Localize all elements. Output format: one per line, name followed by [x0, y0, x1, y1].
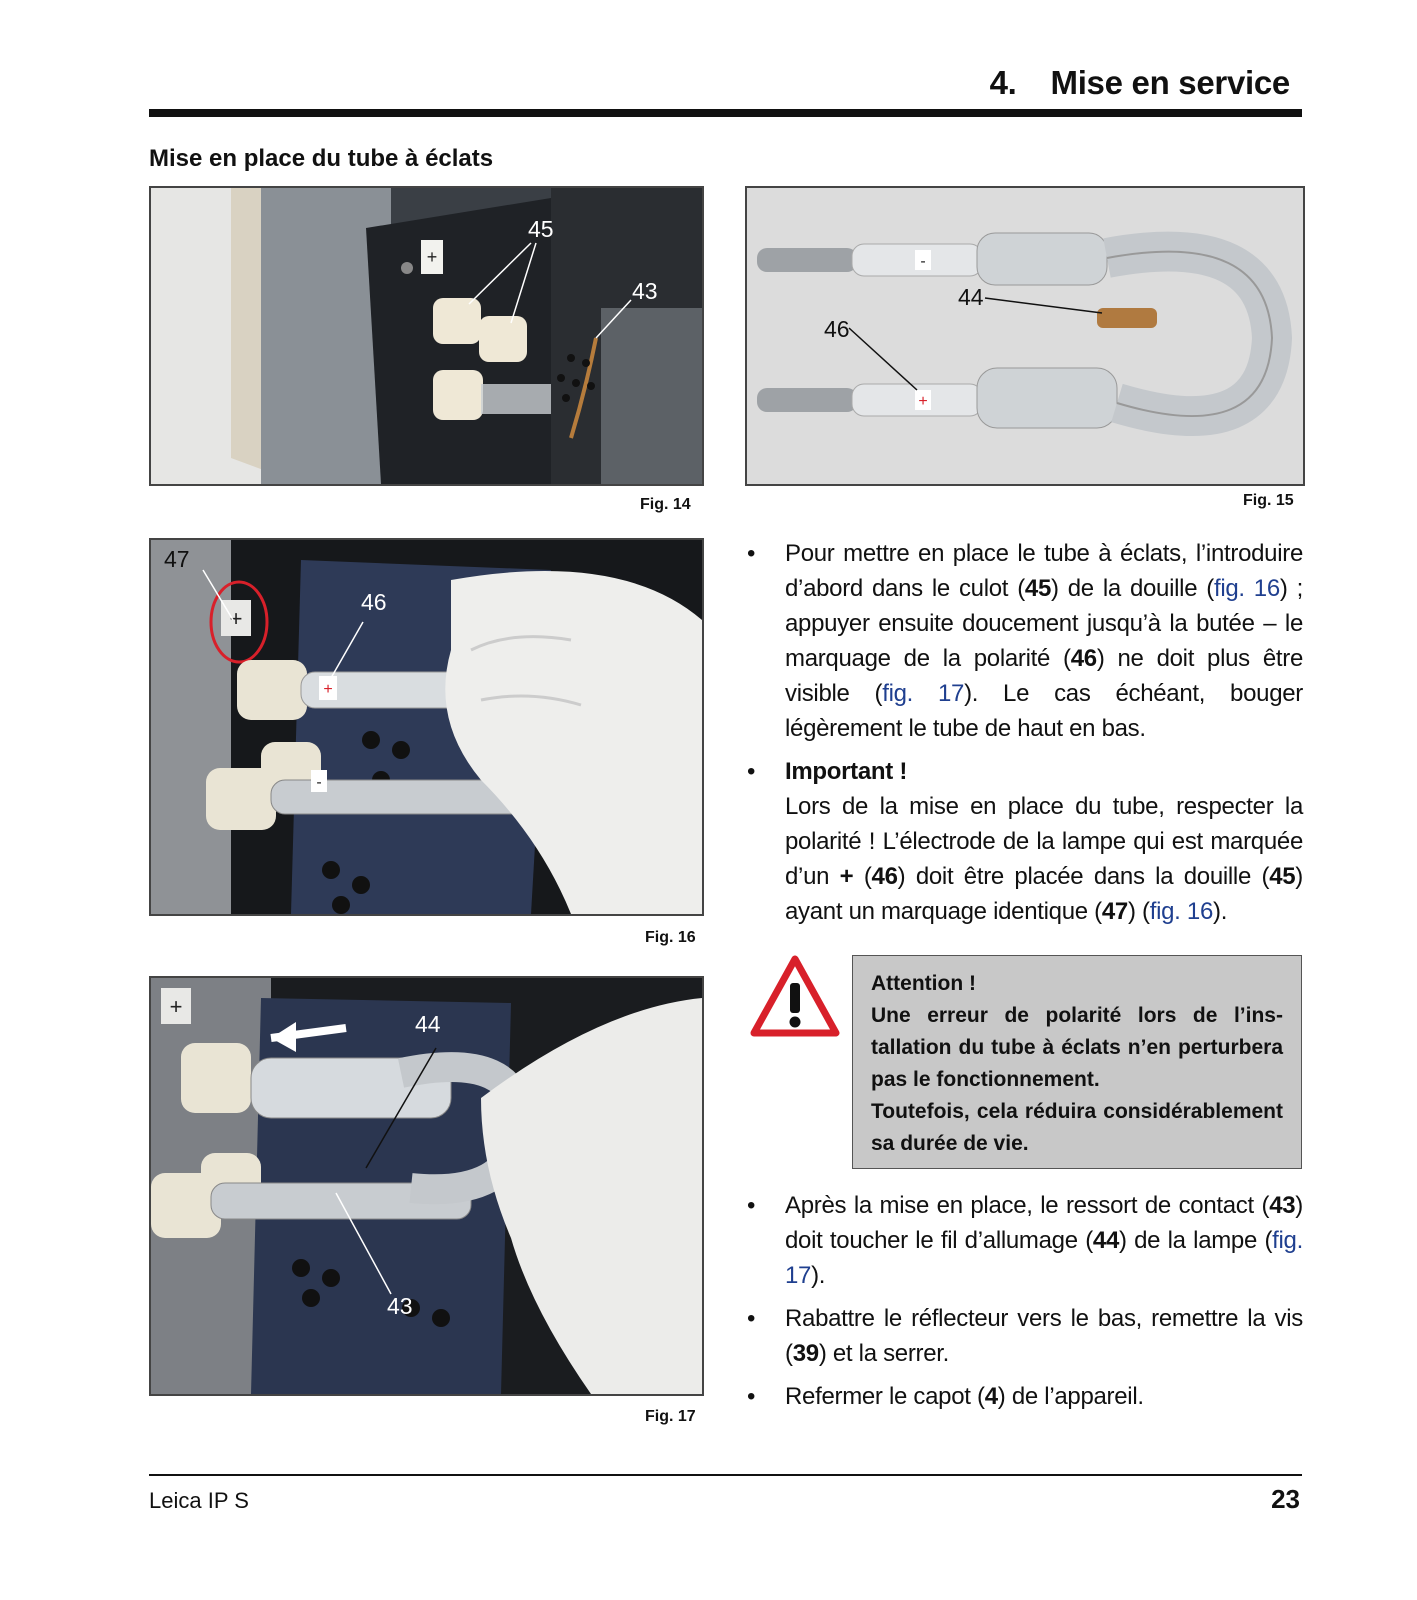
text: ( [853, 863, 872, 890]
bullet-dot: • [747, 1383, 756, 1410]
warning-line2: Toutefois, cela réduira considérablement sa durée de vie. [871, 1100, 1283, 1155]
bullet-dot: • [747, 1192, 756, 1219]
text: ) de la douille ( [1051, 575, 1214, 602]
text: ). Le cas échéant, bouger légèrement le tube de haut en bas. [785, 680, 1303, 742]
chapter-title: Mise en service [1050, 64, 1290, 101]
text: ) ne doit plus être visible ( [785, 645, 1303, 707]
bullet-reflector [747, 1301, 1303, 1371]
text: ) de la lampe ( [1119, 1227, 1273, 1254]
header-rule [149, 109, 1302, 117]
text: Pour mettre en place le tube à éclats, l’introduire d’abord dans le culot ( [785, 540, 1303, 602]
instructions-column [747, 536, 1303, 937]
fig14-photo [149, 186, 704, 486]
important-title: Important ! [785, 758, 908, 785]
link-fig16[interactable]: fig. 16 [1149, 898, 1214, 925]
text: ). [811, 1262, 826, 1289]
bullet-dot: • [747, 1305, 756, 1332]
text: ) de l’appareil. [997, 1383, 1144, 1410]
plus-sign: + [839, 863, 854, 890]
warning-line1: Une erreur de polarité lors de l’installation du tube à éclats n’en perturbera pas le fonctionnement. [871, 1004, 1283, 1091]
bullet-dot: • [747, 540, 756, 567]
text: Lors de la mise en place du tube, respecter la polarité ! L’électrode de la lampe qui est marquée d’un [785, 793, 1303, 890]
bullet-contact-spring [747, 1188, 1303, 1293]
bullet-important [747, 754, 1303, 929]
text: ). [1213, 898, 1228, 925]
ref-43: 43 [1269, 1192, 1296, 1219]
link-fig17[interactable]: fig. 17 [882, 680, 965, 707]
chapter-number: 4. [989, 64, 1017, 101]
svg-text:-: - [316, 774, 322, 791]
ref-46: 46 [1070, 645, 1097, 672]
svg-text:-: - [920, 253, 926, 270]
svg-text:+: + [426, 247, 438, 267]
text: ) doit toucher le fil d’allumage ( [785, 1192, 1303, 1254]
instructions-column-2 [747, 1188, 1303, 1422]
fig16-photo [149, 538, 704, 916]
warning-icon [750, 955, 840, 1037]
ref-45: 45 [1269, 863, 1296, 890]
fig14-callout-43: 43 [632, 278, 658, 304]
page-number: 23 [1271, 1484, 1300, 1514]
fig15-callout-46: 46 [824, 316, 850, 342]
bullet-insert-tube [747, 536, 1303, 746]
ref-45: 45 [1024, 575, 1051, 602]
svg-text:+: + [323, 681, 333, 698]
fig14-callout-45: 45 [528, 216, 554, 242]
fig14-caption: Fig. 14 [640, 496, 691, 513]
svg-text:+: + [229, 606, 243, 631]
fig17-callout-43: 43 [387, 1293, 413, 1319]
fig17-callout-44: 44 [415, 1011, 441, 1037]
text: ) ayant un marquage identique ( [785, 863, 1303, 925]
footer-rule [149, 1474, 1302, 1476]
fig15-caption: Fig. 15 [1243, 492, 1294, 509]
fig17-photo [149, 976, 704, 1396]
bullet-dot: • [747, 758, 756, 785]
svg-text:+: + [169, 994, 183, 1019]
link-fig17[interactable]: fig. 17 [785, 1227, 1303, 1289]
chapter-heading [990, 64, 1290, 102]
warning-box [852, 955, 1302, 1169]
footer-product: Leica IP S [149, 1488, 249, 1513]
text: Après la mise en place, le ressort de contact ( [785, 1192, 1270, 1219]
text: ) ( [1127, 898, 1150, 925]
text: ) doit être placée dans la douille ( [897, 863, 1270, 890]
fig16-callout-46: 46 [361, 589, 387, 615]
text: Refermer le capot ( [785, 1383, 985, 1410]
svg-text:+: + [918, 393, 928, 410]
fig16-caption: Fig. 16 [645, 929, 696, 946]
link-fig16[interactable]: fig. 16 [1213, 575, 1280, 602]
bullet-close-cover [747, 1379, 1303, 1414]
text: ) et la serrer. [818, 1340, 950, 1367]
ref-47: 47 [1101, 898, 1128, 925]
text: Rabattre le réflecteur vers le bas, remettre la vis ( [785, 1305, 1303, 1367]
warning-title: Attention ! [871, 972, 976, 995]
ref-39: 39 [792, 1340, 819, 1367]
text: ) ; appuyer ensuite doucement jusqu’à la butée – le marquage de la polarité ( [785, 575, 1304, 672]
section-title: Mise en place du tube à éclats [149, 145, 494, 172]
ref-44: 44 [1092, 1227, 1119, 1254]
fig15-callout-44: 44 [958, 284, 984, 310]
ref-46: 46 [871, 863, 898, 890]
ref-4: 4 [984, 1383, 998, 1410]
fig16-callout-47: 47 [164, 546, 190, 572]
fig17-caption: Fig. 17 [645, 1408, 696, 1425]
